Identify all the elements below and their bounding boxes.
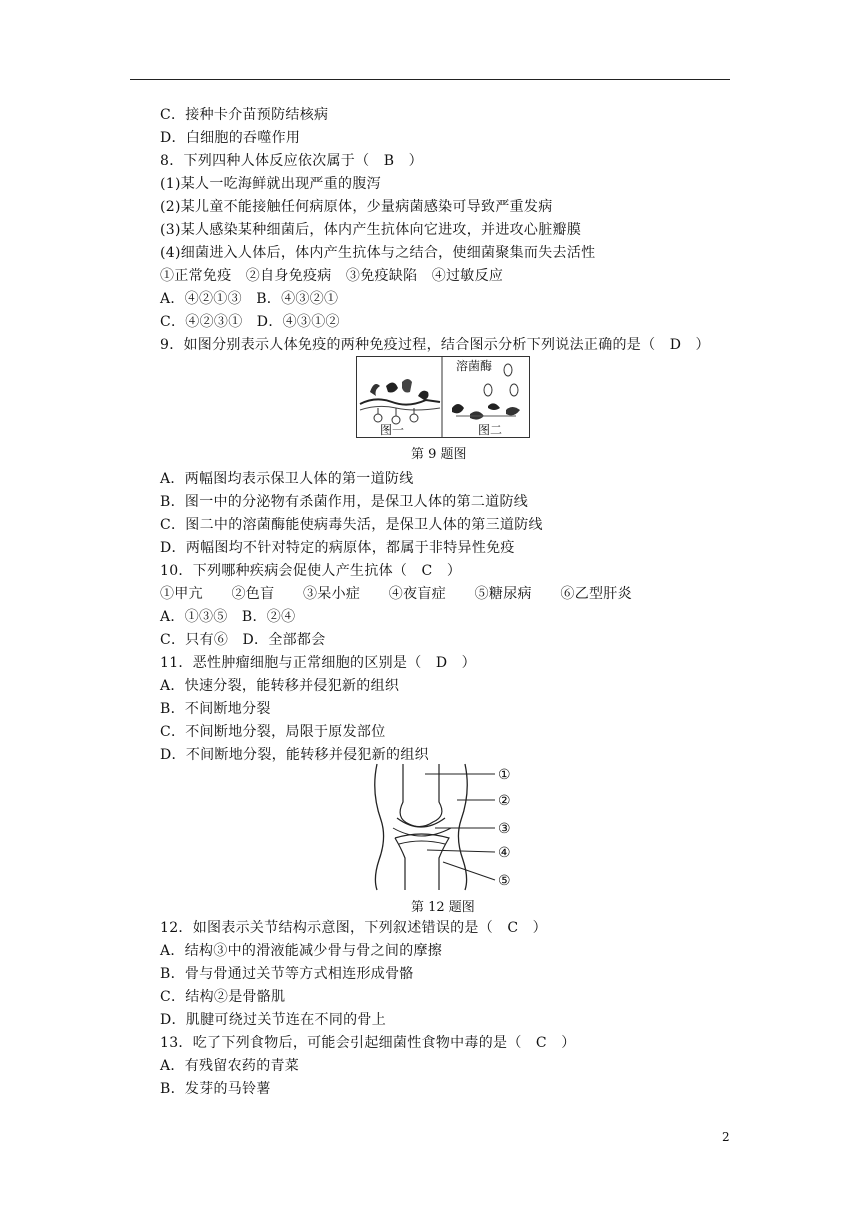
q7-option-d: D．白细胞的吞噬作用 [160, 130, 301, 146]
q11-option-d: D．不间断地分裂，能转移并侵犯新的组织 [160, 747, 429, 763]
q11-option-b: B．不间断地分裂 [160, 701, 271, 717]
q11-option-a: A．快速分裂，能转移并侵犯新的组织 [160, 678, 400, 694]
q8-choices-key: ①正常免疫 ②自身免疫病 ③免疫缺陷 ④过敏反应 [160, 268, 504, 284]
q9-option-a: A．两幅图均表示保卫人体的第一道防线 [160, 471, 414, 487]
joint-label-3: ③ [498, 821, 511, 837]
figure-12-joint-diagram [365, 762, 525, 892]
q11-stem: 11．恶性肿瘤细胞与正常细胞的区别是（ D ） [160, 655, 476, 671]
figure-9-caption: 第 9 题图 [411, 447, 467, 462]
figure-9-immune-illustration [356, 356, 530, 438]
joint-label-4: ④ [498, 845, 511, 861]
lysozyme-label: 溶菌酶 [456, 359, 493, 373]
q12-option-c: C．结构②是骨骼肌 [160, 989, 286, 1005]
q12-option-d: D．肌腱可绕过关节连在不同的骨上 [160, 1012, 387, 1028]
q10-options-ab: A．①③⑤ B．②④ [160, 609, 296, 625]
page-number: 2 [722, 1130, 730, 1144]
q9-stem: 9．如图分别表示人体免疫的两种免疫过程，结合图示分析下列说法正确的是（ D ） [160, 337, 710, 353]
q10-options-cd: C．只有⑥ D．全部都会 [160, 632, 326, 648]
q8-case-1: (1)某人一吃海鲜就出现严重的腹泻 [160, 176, 381, 192]
figure-one-label: 图一 [380, 423, 405, 437]
q9-option-c: C．图二中的溶菌酶能使病毒失活，是保卫人体的第三道防线 [160, 517, 543, 533]
q8-case-3: (3)某人感染某种细菌后，体内产生抗体向它进攻，并进攻心脏瓣膜 [160, 222, 582, 238]
q12-option-b: B．骨与骨通过关节等方式相连形成骨骼 [160, 966, 414, 982]
q11-option-c: C．不间断地分裂，局限于原发部位 [160, 724, 386, 740]
joint-label-1: ① [498, 767, 511, 783]
header-rule [130, 79, 730, 80]
q12-option-a: A．结构③中的滑液能减少骨与骨之间的摩擦 [160, 943, 443, 959]
q8-stem: 8．下列四种人体反应依次属于（ B ） [160, 153, 423, 169]
figure-12-caption: 第 12 题图 [411, 900, 475, 915]
q9-option-d: D．两幅图均不针对特定的病原体，都属于非特异性免疫 [160, 540, 515, 556]
q12-stem: 12．如图表示关节结构示意图，下列叙述错误的是（ C ） [160, 920, 547, 936]
q10-stem: 10．下列哪种疾病会促使人产生抗体（ C ） [160, 563, 462, 579]
joint-label-2: ② [498, 793, 511, 809]
joint-label-5: ⑤ [498, 873, 511, 889]
q8-options-cd: C．④②③① D．④③①② [160, 314, 340, 330]
q9-option-b: B．图一中的分泌物有杀菌作用，是保卫人体的第二道防线 [160, 494, 529, 510]
q13-option-b: B．发芽的马铃薯 [160, 1081, 271, 1097]
q7-option-c: C．接种卡介苗预防结核病 [160, 107, 329, 123]
q13-stem: 13．吃了下列食物后，可能会引起细菌性食物中毒的是（ C ） [160, 1035, 576, 1051]
q8-case-2: (2)某儿童不能接触任何病原体，少量病菌感染可导致严重发病 [160, 199, 553, 215]
q13-option-a: A．有残留农药的青菜 [160, 1058, 300, 1074]
q10-diseases: ①甲亢 ②色盲 ③呆小症 ④夜盲症 ⑤糖尿病 ⑥乙型肝炎 [160, 586, 632, 602]
q8-case-4: (4)细菌进入人体后，体内产生抗体与之结合，使细菌聚集而失去活性 [160, 245, 596, 261]
q8-options-ab: A．④②①③ B．④③②① [160, 291, 339, 307]
figure-two-label: 图二 [478, 423, 503, 437]
